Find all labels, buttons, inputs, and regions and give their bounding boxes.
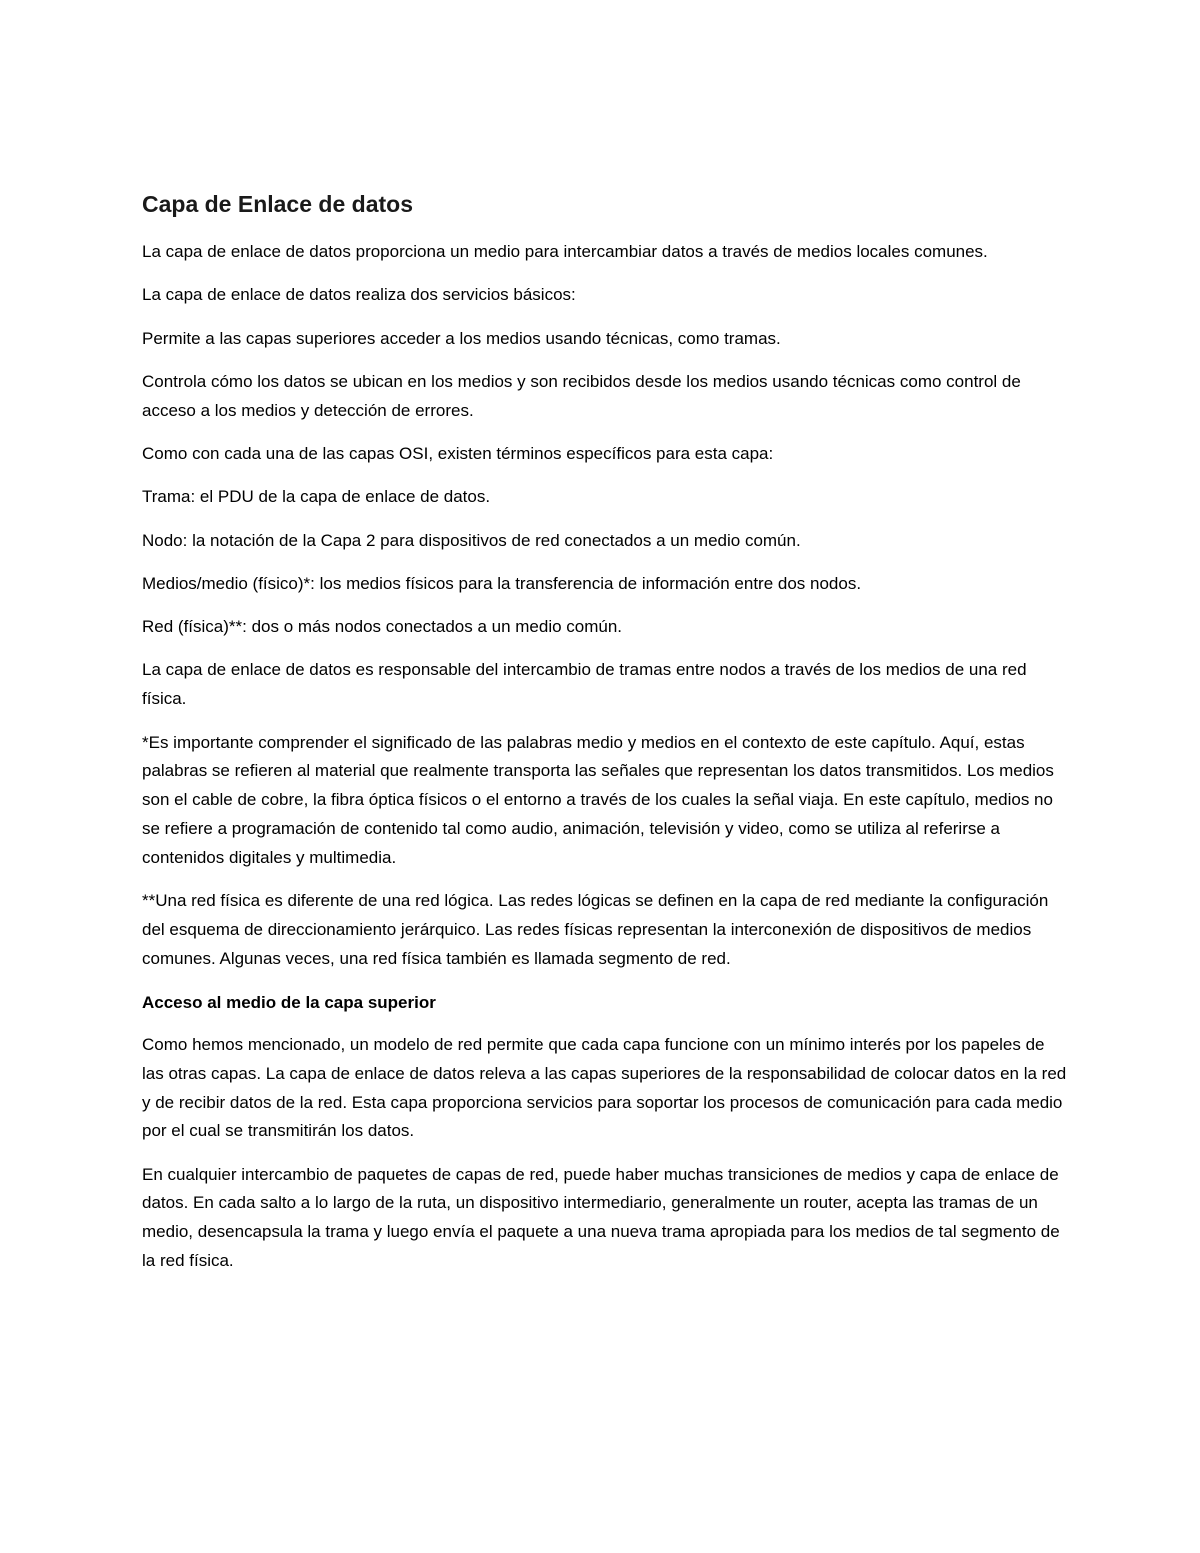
term-definition-nodo: Nodo: la notación de la Capa 2 para dispositivos de red conectados a un medio común.	[142, 530, 801, 550]
document-title: Capa de Enlace de datos	[142, 191, 413, 217]
footnote-medios: *Es importante comprender el significado de las palabras medio y medios en el contexto de este capítulo. Aquí, estas palabras se refieren al material que realmente transporta las señales que representan los datos transmitidos. Los medios son el cable de cobre, la fibra óptica físicos o el entorno a través de los cuales la señal viaja. En este capítulo, medios no se refiere a programación de contenido tal como audio, animación, televisión y video, como se utiliza al referirse a contenidos digitales y multimedia.	[142, 732, 1054, 867]
paragraph: Controla cómo los datos se ubican en los medios y son recibidos desde los medios usando técnicas como control de acceso a los medios y detección de errores.	[142, 371, 1021, 420]
document-page	[142, 188, 1067, 1290]
paragraph: La capa de enlace de datos es responsable del intercambio de tramas entre nodos a través de los medios de una red física.	[142, 660, 1027, 709]
paragraph: La capa de enlace de datos realiza dos servicios básicos:	[142, 285, 576, 305]
paragraph: En cualquier intercambio de paquetes de capas de red, puede haber muchas transiciones de medios y capa de enlace de datos. En cada salto a lo largo de la ruta, un dispositivo intermediario, generalmente un router, acepta las tramas de un medio, desencapsula la trama y luego envía el paquete a una nueva trama apropiada para los medios de tal segmento de la red física.	[142, 1164, 1060, 1271]
paragraph: La capa de enlace de datos proporciona un medio para intercambiar datos a través de medios locales comunes.	[142, 242, 988, 261]
paragraph: Como hemos mencionado, un modelo de red permite que cada capa funcione con un mínimo interés por los papeles de las otras capas. La capa de enlace de datos releva a las capas superiores de la responsabilidad de colocar datos en la red y de recibir datos de la red. Esta capa proporciona servicios para soportar los procesos de comunicación para cada medio por el cual se transmitirán los datos.	[142, 1034, 1067, 1141]
term-definition-trama: Trama: el PDU de la capa de enlace de datos.	[142, 487, 491, 507]
footnote-red-fisica: **Una red física es diferente de una red lógica. Las redes lógicas se definen en la capa de red mediante la configuración del esquema de direccionamiento jerárquico. Las redes físicas representan la interconexión de dispositivos de medios comunes. Algunas veces, una red física también es llamada segmento de red.	[142, 891, 1049, 968]
paragraph: Permite a las capas superiores acceder a los medios usando técnicas, como tramas.	[142, 328, 781, 348]
section-heading: Acceso al medio de la capa superior	[142, 992, 436, 1012]
paragraph: Como con cada una de las capas OSI, existen términos específicos para esta capa:	[142, 443, 774, 463]
term-definition-medios: Medios/medio (físico)*: los medios físicos para la transferencia de información entre dos nodos.	[142, 573, 862, 593]
term-definition-red: Red (física)**: dos o más nodos conectados a un medio común.	[142, 617, 623, 637]
